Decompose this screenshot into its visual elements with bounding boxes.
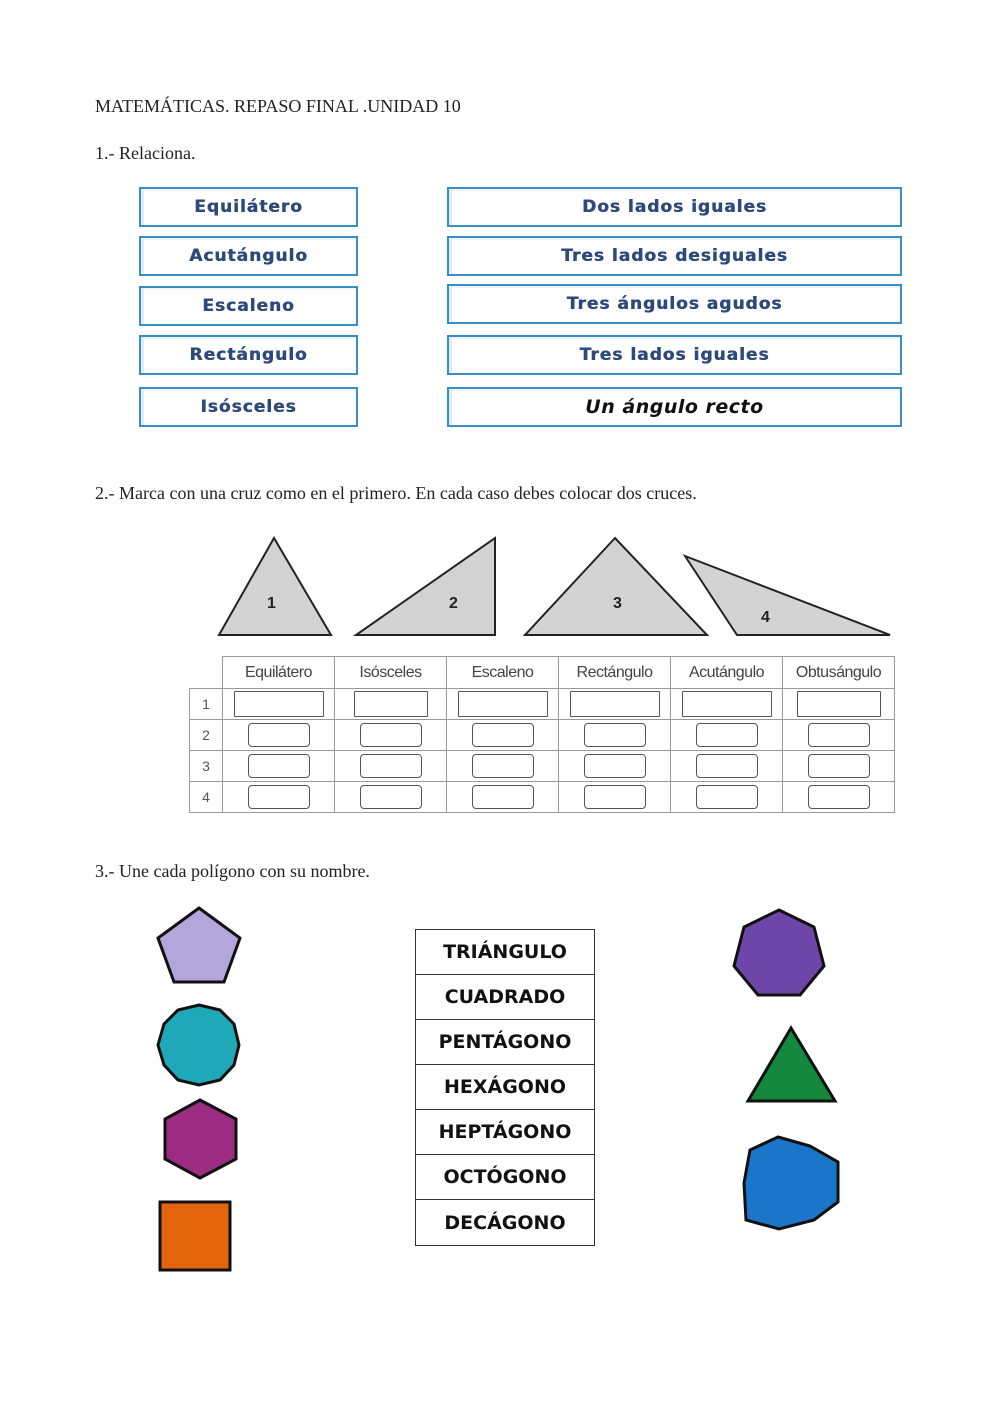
answer-box[interactable] — [248, 723, 310, 747]
row-number: 1 — [190, 689, 223, 720]
answer-box[interactable] — [472, 754, 534, 778]
answer-box[interactable] — [360, 723, 422, 747]
polygon-name[interactable]: CUADRADO — [416, 975, 594, 1020]
table-corner — [190, 657, 223, 689]
answer-box[interactable] — [584, 723, 646, 747]
right-def-tres-lados-iguales[interactable]: Tres lados iguales — [447, 335, 902, 375]
triangle-shape[interactable] — [748, 1028, 835, 1101]
column-header: Rectángulo — [559, 657, 671, 689]
right-def-dos-lados-iguales[interactable]: Dos lados iguales — [447, 187, 902, 227]
left-term-acutangulo[interactable]: Acutángulo — [139, 236, 358, 276]
triangle-1 — [219, 538, 331, 635]
triangle-2 — [356, 538, 495, 635]
answer-box[interactable] — [696, 723, 758, 747]
triangle-3 — [525, 538, 707, 635]
classification-table — [189, 656, 895, 813]
table-row — [190, 689, 895, 720]
polygon-name[interactable]: OCTÓGONO — [416, 1155, 594, 1200]
triangles-figure — [210, 530, 900, 642]
row-number: 3 — [190, 751, 223, 782]
row-number: 4 — [190, 782, 223, 813]
exercise1-heading: 1.- Relaciona. — [95, 143, 196, 163]
answer-box[interactable] — [360, 785, 422, 809]
pentagon-shape[interactable] — [158, 908, 240, 982]
answer-box[interactable] — [696, 754, 758, 778]
table-row — [190, 782, 895, 813]
left-term-rectangulo[interactable]: Rectángulo — [139, 335, 358, 375]
column-header: Escaleno — [447, 657, 559, 689]
column-header: Acutángulo — [671, 657, 783, 689]
answer-box[interactable] — [797, 691, 881, 717]
answer-box[interactable] — [696, 785, 758, 809]
triangle-2-label: 2 — [449, 595, 458, 612]
answer-box[interactable] — [682, 691, 772, 717]
left-term-isosceles[interactable]: Isósceles — [139, 387, 358, 427]
answer-box[interactable] — [248, 785, 310, 809]
answer-box[interactable] — [248, 754, 310, 778]
triangle-1-label: 1 — [267, 595, 276, 612]
answer-box[interactable] — [570, 691, 660, 717]
answer-box[interactable] — [808, 723, 870, 747]
right-def-tres-angulos-agudos[interactable]: Tres ángulos agudos — [447, 284, 902, 324]
right-def-tres-lados-desiguales[interactable]: Tres lados desiguales — [447, 236, 902, 276]
answer-box[interactable] — [584, 754, 646, 778]
row-number: 2 — [190, 720, 223, 751]
answer-box[interactable] — [808, 785, 870, 809]
polygon-name[interactable]: DECÁGONO — [444, 1211, 566, 1234]
answer-box[interactable] — [354, 691, 428, 717]
decagon-shape[interactable] — [158, 1005, 239, 1085]
column-header: Obtusángulo — [783, 657, 895, 689]
triangle-4 — [685, 556, 890, 635]
answer-box[interactable] — [360, 754, 422, 778]
table-row — [190, 720, 895, 751]
right-def-un-angulo-recto[interactable]: Un ángulo recto — [447, 387, 902, 427]
exercise2-heading: 2.- Marca con una cruz como en el primero. En cada caso debes colocar dos cruces. — [95, 483, 697, 503]
right-shapes — [725, 900, 875, 1240]
triangle-3-label: 3 — [613, 595, 622, 612]
answer-box[interactable] — [808, 754, 870, 778]
triangle-4-label: 4 — [761, 609, 770, 626]
answer-box[interactable] — [584, 785, 646, 809]
left-term-escaleno[interactable]: Escaleno — [139, 286, 358, 326]
answer-box[interactable] — [472, 723, 534, 747]
exercise3-heading: 3.- Une cada polígono con su nombre. — [95, 861, 370, 881]
polygon-names-list — [415, 929, 595, 1246]
left-shapes — [150, 900, 250, 1280]
heptagon-shape[interactable] — [734, 910, 824, 995]
table-row — [190, 751, 895, 782]
square-shape[interactable] — [160, 1202, 230, 1270]
page-title: MATEMÁTICAS. REPASO FINAL .UNIDAD 10 — [95, 96, 461, 116]
polygon-name[interactable]: HEXÁGONO — [416, 1065, 594, 1110]
column-header: Isósceles — [335, 657, 447, 689]
polygon-name[interactable]: TRIÁNGULO — [416, 930, 594, 975]
hexagon-shape[interactable] — [165, 1100, 236, 1178]
octagon-shape[interactable] — [744, 1137, 838, 1229]
left-term-equilatero[interactable]: Equilátero — [139, 187, 358, 227]
column-header: Equilátero — [223, 657, 335, 689]
polygon-name[interactable]: PENTÁGONO — [416, 1020, 594, 1065]
polygon-name[interactable]: HEPTÁGONO — [416, 1110, 594, 1155]
answer-box[interactable] — [234, 691, 324, 717]
answer-box[interactable] — [472, 785, 534, 809]
answer-box[interactable] — [458, 691, 548, 717]
